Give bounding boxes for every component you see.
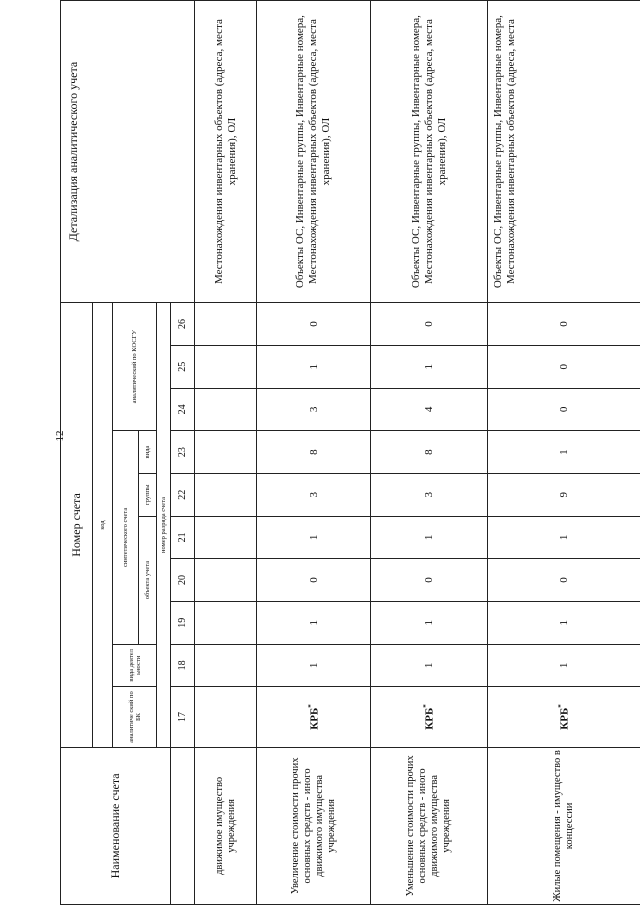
- header-name-spacer: [171, 747, 195, 904]
- header-group: группы: [139, 473, 157, 516]
- row-name: движимое имущество учреждения: [195, 747, 257, 904]
- col-number-18: 18: [171, 644, 195, 687]
- cell-24: [195, 388, 257, 431]
- cell-22: 9: [488, 473, 640, 516]
- cell-21: 1: [371, 516, 488, 559]
- cell-19: 1: [257, 601, 371, 644]
- cell-26: 0: [371, 303, 488, 346]
- cell-20: 0: [488, 559, 640, 602]
- row-detail: Объекты ОС, Инвентарные группы, Инвентарные номера, Местонахождения инвентарных объектов (адреса, места хранения), ОЛ: [257, 1, 371, 303]
- footnote-mark: *: [422, 704, 431, 708]
- cell-25: [195, 345, 257, 388]
- cell-24: 4: [371, 388, 488, 431]
- footnote-mark: *: [306, 704, 315, 708]
- cell-26: 0: [257, 303, 371, 346]
- header-kind: вида: [139, 431, 157, 474]
- krb-code: КРБ: [558, 707, 571, 730]
- row-name: Жилые помещения - имущество в концессии: [488, 747, 640, 904]
- header-account-number: Номер счета: [61, 303, 93, 748]
- row-name: Уменьшение стоимости прочих основных средств - иного движимого имущества учреждения: [371, 747, 488, 904]
- cell-24: 0: [488, 388, 640, 431]
- cell-21: [195, 516, 257, 559]
- cell-26: [195, 303, 257, 346]
- krb-code: КРБ: [308, 707, 321, 730]
- col-number-22: 22: [171, 473, 195, 516]
- page-number: 12: [54, 430, 66, 442]
- col-number-26: 26: [171, 303, 195, 346]
- row-detail: Объекты ОС, Инвентарные группы, Инвентарные номера, Местонахождения инвентарных объектов (адреса, места хранения), ОЛ: [371, 1, 488, 303]
- cell-20: [195, 559, 257, 602]
- header-analytic-bk: аналитиче ский по БК: [113, 687, 157, 748]
- cell-25: 1: [371, 345, 488, 388]
- cell-22: 3: [257, 473, 371, 516]
- col-number-24: 24: [171, 388, 195, 431]
- header-account-object: объекта учета: [139, 516, 157, 644]
- cell-18: 1: [371, 644, 488, 687]
- cell-23: 8: [257, 431, 371, 474]
- table-row: [371, 1, 488, 905]
- rotated-page: [60, 0, 640, 905]
- table-row: [195, 1, 257, 905]
- krb-code: КРБ: [423, 707, 436, 730]
- cell-17: [488, 687, 640, 748]
- cell-22: 3: [371, 473, 488, 516]
- table-row: [488, 1, 640, 905]
- col-number-21: 21: [171, 516, 195, 559]
- cell-19: [195, 601, 257, 644]
- row-detail: Местонахождения инвентарных объектов (адреса, места хранения), ОЛ: [195, 1, 257, 303]
- cell-17: [195, 687, 257, 748]
- accounts-table: [60, 0, 640, 905]
- cell-23: [195, 431, 257, 474]
- col-number-25: 25: [171, 345, 195, 388]
- cell-21: 1: [257, 516, 371, 559]
- cell-26: 0: [488, 303, 640, 346]
- header-activity-type: вида деятел ьности: [113, 644, 157, 687]
- header-name: Наименование счета: [61, 747, 171, 904]
- cell-23: 1: [488, 431, 640, 474]
- col-number-17: 17: [171, 687, 195, 748]
- cell-17: [371, 687, 488, 748]
- col-number-20: 20: [171, 559, 195, 602]
- cell-20: 0: [371, 559, 488, 602]
- cell-18: 1: [488, 644, 640, 687]
- cell-18: 1: [257, 644, 371, 687]
- header-synthetic: синтетического счета: [113, 431, 139, 644]
- header-digit-number: номер разряда счета: [157, 303, 171, 748]
- table-row: [257, 1, 371, 905]
- cell-21: 1: [488, 516, 640, 559]
- col-number-19: 19: [171, 601, 195, 644]
- cell-19: 1: [371, 601, 488, 644]
- cell-25: 1: [257, 345, 371, 388]
- cell-24: 3: [257, 388, 371, 431]
- row-detail: Объекты ОС, Инвентарные группы, Инвентарные номера, Местонахождения инвентарных объектов (адреса, места: [488, 1, 640, 303]
- header-analytic-kosgu: аналитический по КОСГУ: [113, 303, 157, 431]
- col-number-23: 23: [171, 431, 195, 474]
- cell-22: [195, 473, 257, 516]
- cell-20: 0: [257, 559, 371, 602]
- cell-17: [257, 687, 371, 748]
- cell-18: [195, 644, 257, 687]
- header-code: код: [93, 303, 113, 748]
- cell-19: 1: [488, 601, 640, 644]
- cell-23: 8: [371, 431, 488, 474]
- cell-25: 0: [488, 345, 640, 388]
- row-name: Увеличение стоимости прочих основных средств - иного движимого имущества учреждения: [257, 747, 371, 904]
- footnote-mark: *: [557, 704, 566, 708]
- header-detail: Детализация аналитического учета: [61, 1, 195, 303]
